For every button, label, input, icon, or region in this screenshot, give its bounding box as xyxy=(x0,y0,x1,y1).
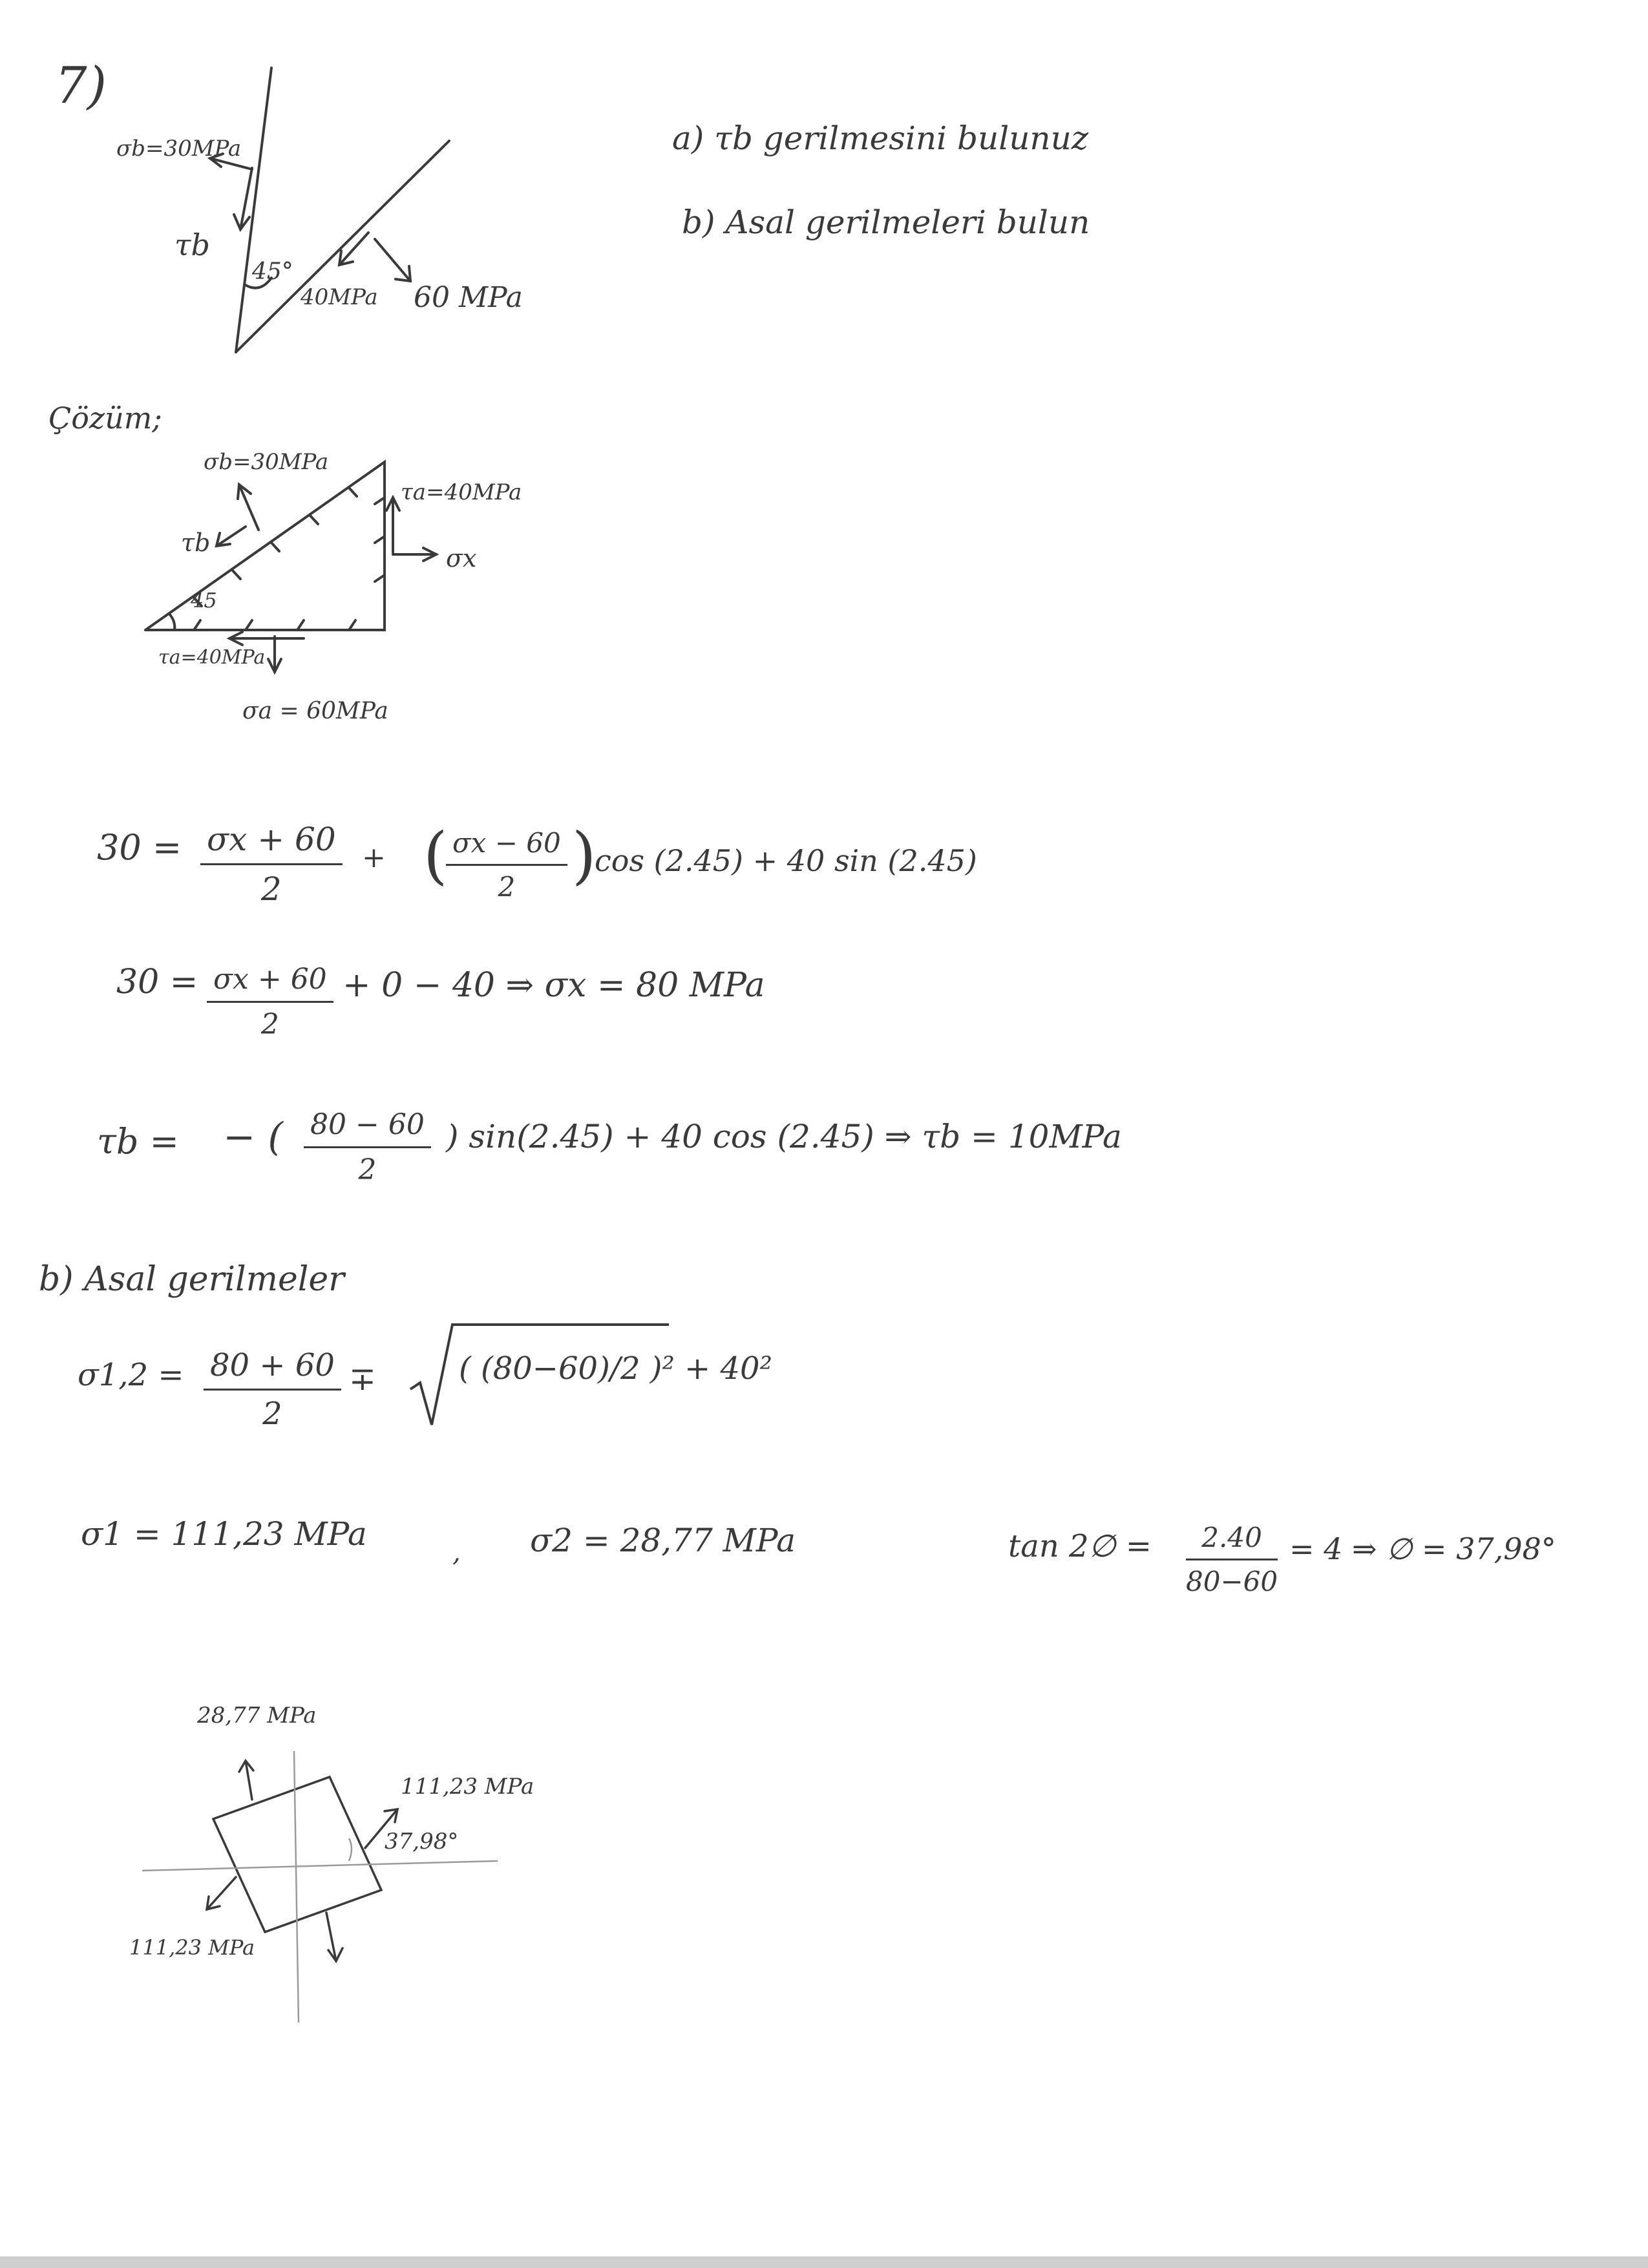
fig2-angle: 45 xyxy=(191,588,217,613)
fig3-top: 28,77 MPa xyxy=(197,1703,317,1728)
eq1-frac2-num: σx − 60 xyxy=(446,827,567,866)
eq2-rest: + 0 − 40 ⇒ σx = 80 MPa xyxy=(343,966,765,1005)
fig3-right: 111,23 MPa xyxy=(401,1774,534,1800)
part-b-pm: ∓ xyxy=(349,1360,376,1398)
tan-frac-num: 2.40 xyxy=(1186,1522,1278,1560)
part-b-heading: b) Asal gerilmeler xyxy=(39,1260,345,1299)
eq1-plus: + xyxy=(362,841,386,874)
eq1-close-paren: ) xyxy=(572,819,597,892)
eq3-lhs: τb = xyxy=(97,1121,179,1162)
eq1-rest: cos (2.45) + 40 sin (2.45) xyxy=(595,843,977,878)
eq3-pre: − ( xyxy=(223,1115,283,1160)
part-b-frac-num: 80 + 60 xyxy=(204,1347,341,1391)
fig2-sigma-b: σb=30MPa xyxy=(204,449,329,475)
eq1-frac2-den: 2 xyxy=(498,871,516,903)
fig3-angle: 37,98° xyxy=(385,1829,459,1854)
fig2-tau-a-bottom: τa=40MPa xyxy=(158,646,266,669)
fig1-tau-b: τb xyxy=(174,227,210,262)
separator: , xyxy=(452,1538,461,1568)
sigma2-value: σ2 = 28,77 MPa xyxy=(530,1522,796,1559)
eq1-lhs: 30 = xyxy=(97,827,182,868)
tan-lhs: tan 2∅ = xyxy=(1008,1528,1152,1564)
eq3-rest: ) sin(2.45) + 40 cos (2.45) ⇒ τb = 10MPa xyxy=(446,1118,1122,1155)
tan-frac-den: 80−60 xyxy=(1186,1566,1278,1597)
fig1-sigma-b: σb=30MPa xyxy=(116,136,242,162)
problem-number: 7) xyxy=(55,57,107,115)
eq2-lhs: 30 = xyxy=(116,963,198,1002)
fig2-tau-b: τb xyxy=(181,529,211,557)
eq3-frac-den: 2 xyxy=(358,1153,377,1186)
fig1-normal: 60 MPa xyxy=(414,281,523,314)
task-b: b) Asal gerilmeleri bulun xyxy=(682,204,1090,241)
fig1-shear: 40MPa xyxy=(301,284,378,310)
eq2-frac-num: σx + 60 xyxy=(207,963,333,1003)
eq1-frac1-num: σx + 60 xyxy=(200,821,343,865)
part-b-frac-den: 2 xyxy=(262,1396,282,1432)
fig2-tau-a-right: τa=40MPa xyxy=(401,479,522,505)
fig1-angle: 45° xyxy=(252,258,293,285)
solution-heading: Çözüm; xyxy=(48,401,162,436)
eq1-open-paren: ( xyxy=(423,819,448,892)
fig2-sigma-x: σx xyxy=(446,544,477,572)
fig2-sigma-a: σa = 60MPa xyxy=(242,698,388,724)
part-b-sqrt-body: ( (80−60)/2 )² + 40² xyxy=(459,1350,772,1387)
eq3-frac-num: 80 − 60 xyxy=(304,1108,431,1148)
eq1-frac1-den: 2 xyxy=(260,870,282,908)
eq2-frac-den: 2 xyxy=(260,1008,279,1041)
sigma1-value: σ1 = 111,23 MPa xyxy=(81,1515,367,1553)
tan-rest: = 4 ⇒ ∅ = 37,98° xyxy=(1289,1531,1556,1566)
fig3-left: 111,23 MPa xyxy=(129,1935,255,1960)
part-b-lhs: σ1,2 = xyxy=(78,1357,184,1393)
task-a: a) τb gerilmesini bulunuz xyxy=(672,120,1089,157)
scan-bottom-edge xyxy=(0,2256,1648,2268)
